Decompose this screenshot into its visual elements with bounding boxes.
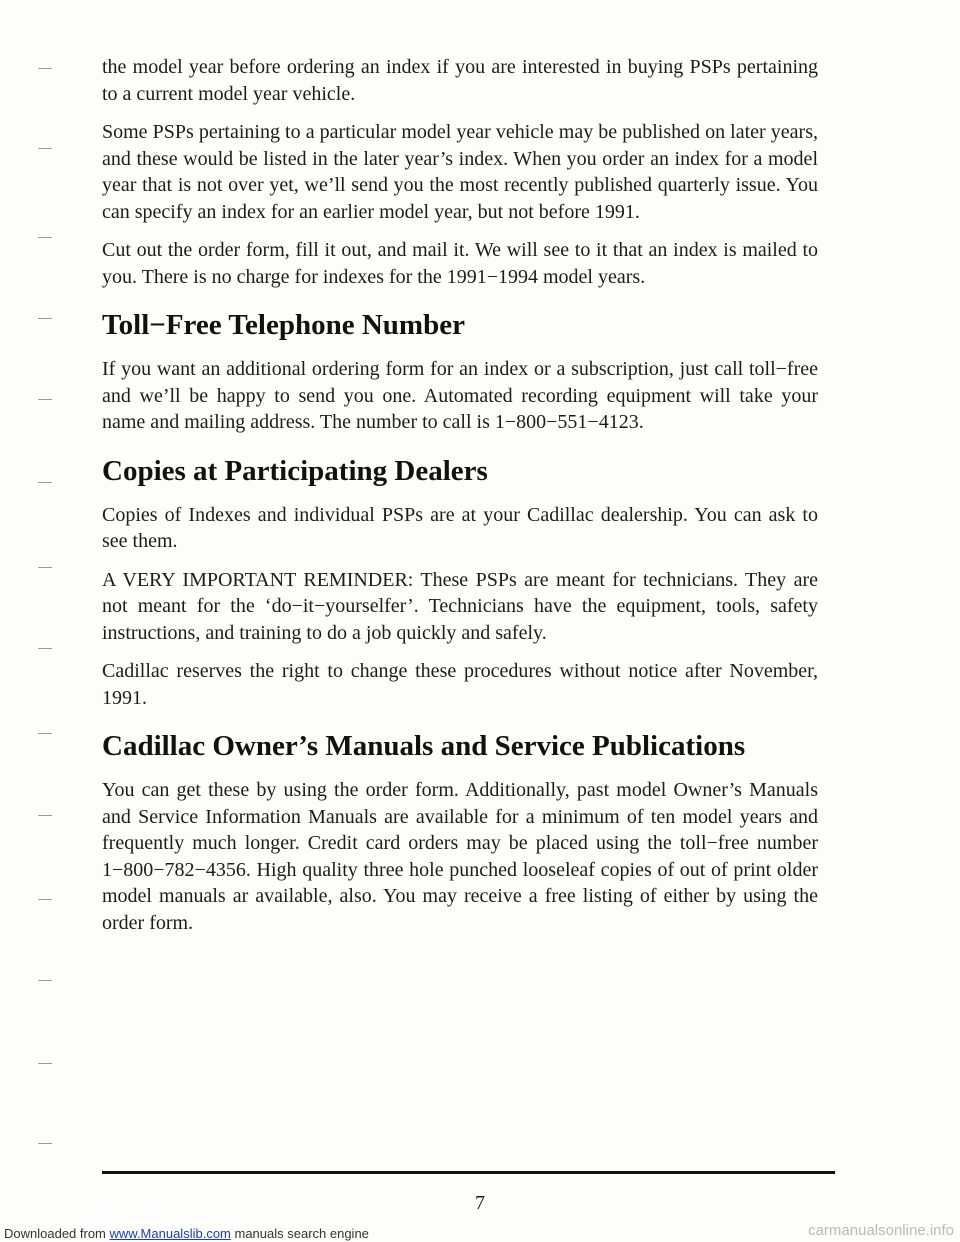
site-watermark: carmanualsonline.info — [808, 1222, 954, 1239]
margin-tick — [38, 815, 52, 816]
margin-tick — [38, 1063, 52, 1064]
page-number: 7 — [475, 1192, 485, 1214]
margin-tick — [38, 318, 52, 319]
margin-tick — [38, 237, 52, 238]
margin-tick — [38, 68, 52, 69]
copies-paragraph-3: Cadillac reserves the right to change these procedures without notice after November, 1991. — [102, 660, 818, 709]
manuals-paragraph: You can get these by using the order form. Additionally, past model Owner’s Manuals and Service Information Manuals are available for a minimum of ten model years and frequently much longer. Credit card orders may be placed using the toll−free number 1−800−782−4356. High quality three hole punched looseleaf copies of out of print older model manuals ar available, also. You may receive a free listing of either by using the order form. — [102, 779, 818, 934]
margin-tick — [38, 899, 52, 900]
toll-free-heading: Toll−Free Telephone Number — [102, 309, 465, 341]
copies-heading: Copies at Participating Dealers — [102, 454, 488, 487]
toll-free-paragraph: If you want an additional ordering form for an index or a subscription, just call toll−free and we’ll be happy to send you one. Automated recording equipment will take your name and mailing address. The number to call is 1−800−551−4123. — [102, 358, 818, 433]
margin-tick — [38, 733, 52, 734]
intro-paragraph-3: Cut out the order form, fill it out, and mail it. We will see to it that an index is mailed to you. There is no charge for indexes for the 1991−1994 model years. — [102, 239, 818, 288]
intro-paragraph-2: Some PSPs pertaining to a particular model year vehicle may be published on later years, and these would be listed in the later year’s index. When you order an index for a model year that is not over yet, we’ll send you the most recently published quarterly issue. You can specify an index for an earlier model year, but not before 1991. — [102, 121, 818, 223]
watermark-prefix: Downloaded from — [4, 1226, 110, 1241]
page-content — [102, 54, 818, 948]
download-watermark — [4, 1226, 369, 1241]
margin-tick — [38, 399, 52, 400]
margin-tick — [38, 1143, 52, 1144]
margin-tick — [38, 148, 52, 149]
margin-tick — [38, 980, 52, 981]
manuals-heading: Cadillac Owner’s Manuals and Service Publications — [102, 730, 746, 762]
manualslib-link[interactable]: www.Manualslib.com — [109, 1226, 231, 1241]
watermark-suffix: manuals search engine — [230, 1226, 369, 1241]
copies-paragraph-1: Copies of Indexes and individual PSPs are at your Cadillac dealership. You can ask to see them. — [102, 503, 818, 552]
footer-rule — [102, 1171, 835, 1174]
margin-tick — [38, 567, 52, 568]
margin-tick — [38, 482, 52, 483]
margin-tick — [38, 648, 52, 649]
intro-paragraph-1: the model year before ordering an index if you are interested in buying PSPs pertaining to a current model year vehicle. — [102, 56, 818, 105]
copies-paragraph-2: A VERY IMPORTANT REMINDER: These PSPs are meant for technicians. They are not meant for the ‘do−it−yourselfer’. Technicians have the equipment, tools, safety instructions, and training to do a job quickly and safely. — [102, 568, 818, 644]
